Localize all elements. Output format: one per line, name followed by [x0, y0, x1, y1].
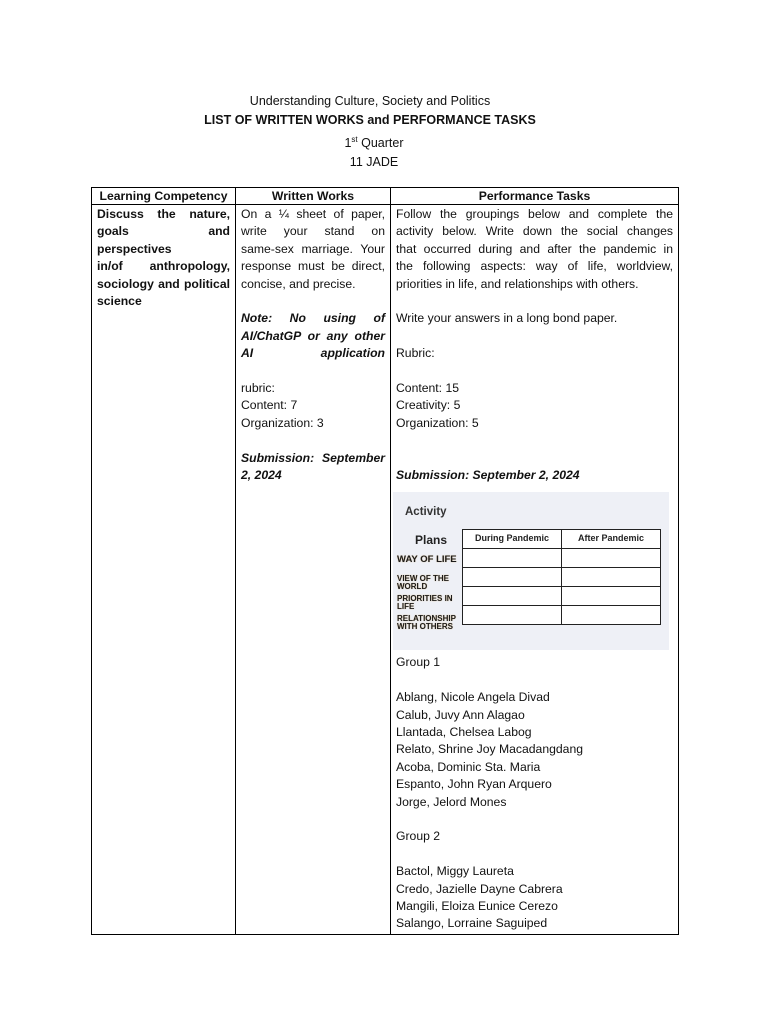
group2-list — [396, 863, 673, 933]
activity-cell — [463, 549, 562, 568]
table-header-row — [92, 188, 679, 205]
tasks-table — [91, 187, 679, 935]
list-title: LIST OF WRITTEN WORKS and PERFORMANCE TASKS — [204, 113, 536, 127]
list-item: Ablang, Nicole Angela Divad — [396, 690, 550, 705]
performance-tasks-cell — [391, 205, 679, 935]
list-item: Calub, Juvy Ann Alagao — [396, 707, 525, 722]
ww-rubric-organization: Organization: 3 — [241, 415, 324, 430]
table-row — [92, 205, 679, 935]
activity-col-during: During Pandemic — [463, 530, 562, 549]
header-performance-tasks: Performance Tasks — [391, 188, 679, 205]
pt-rubric-creativity: Creativity: 5 — [396, 398, 461, 413]
ww-instruction: On a ¼ sheet of paper, write your stand on same-sex marriage. Your response must be direct, concise, and precise. — [241, 207, 385, 291]
activity-col-after: After Pandemic — [562, 530, 661, 549]
ww-rubric-label: rubric: — [241, 381, 275, 396]
activity-row-relationship: RELATIONSHIP WITH OTHERS — [397, 614, 456, 631]
group1-list — [396, 689, 673, 811]
activity-cell — [463, 568, 562, 587]
document-header — [0, 92, 768, 172]
list-item: Bactol, Miggy Laureta — [396, 864, 514, 879]
header-learning-competency: Learning Competency — [92, 188, 236, 205]
subject-title: Understanding Culture, Society and Politics — [249, 94, 491, 108]
activity-cell — [562, 568, 661, 587]
activity-cell — [463, 606, 562, 625]
activity-cell — [562, 549, 661, 568]
ww-rubric-content: Content: 7 — [241, 398, 298, 413]
group2-label: Group 2 — [396, 829, 441, 844]
ww-submission: Submission: September 2, 2024 — [241, 450, 385, 483]
quarter-label: 1st Quarter — [344, 135, 404, 151]
competency-cell: Discuss the nature, goals and perspectives in/of anthropology, sociology and political science — [92, 205, 236, 935]
activity-row-view-of-world: VIEW OF THE WORLD — [397, 574, 449, 591]
list-item: Llantada, Chelsea Labog — [396, 725, 532, 740]
list-item: Mangili, Eloiza Eunice Cerezo — [396, 899, 558, 914]
list-item: Credo, Jazielle Dayne Cabrera — [396, 881, 563, 896]
pt-write-answers: Write your answers in a long bond paper. — [396, 311, 618, 326]
activity-grid — [462, 529, 661, 625]
activity-title: Activity — [405, 506, 447, 519]
section-label: 11 JADE — [349, 155, 399, 170]
activity-cell — [562, 587, 661, 606]
activity-row-way-of-life: WAY OF LIFE — [397, 554, 457, 566]
activity-row-priorities: PRIORITIES IN LIFE — [397, 594, 453, 611]
group1-label: Group 1 — [396, 655, 441, 670]
list-item: Espanto, John Ryan Arquero — [396, 777, 552, 792]
activity-cell — [463, 587, 562, 606]
pt-rubric-label: Rubric: — [396, 346, 435, 361]
header-written-works: Written Works — [236, 188, 391, 205]
pt-rubric-content: Content: 15 — [396, 381, 460, 396]
list-item: Acoba, Dominic Sta. Maria — [396, 759, 541, 774]
written-works-cell — [236, 205, 391, 935]
activity-cell — [562, 606, 661, 625]
list-item: Salango, Lorraine Saguiped — [396, 916, 548, 931]
list-item: Relato, Shrine Joy Macadangdang — [396, 742, 583, 757]
activity-plans-label: Plans — [415, 533, 448, 548]
pt-instruction: Follow the groupings below and complete the activity below. Write down the social changes that occurred during and after the pandemic in the following aspects: way of life, worldview, priorities in life, and relationships with others. — [396, 207, 673, 291]
pt-rubric-organization: Organization: 5 — [396, 415, 479, 430]
pt-submission: Submission: September 2, 2024 — [396, 468, 580, 483]
list-item: Jorge, Jelord Mones — [396, 794, 507, 809]
ww-note: Note: No using of AI/ChatGP or any other AI application — [241, 311, 385, 361]
activity-image — [393, 492, 669, 650]
